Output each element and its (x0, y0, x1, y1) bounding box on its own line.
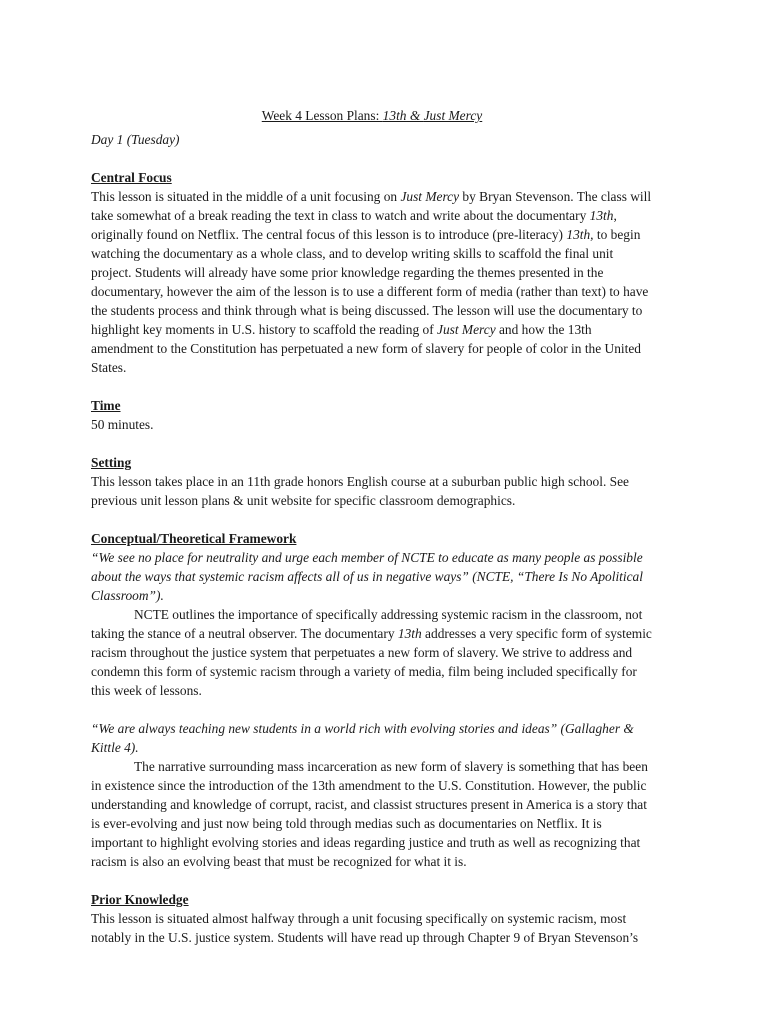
fw-text-2: addresses a very specific form of systemic racism throughout the justice system that perpetuates a new form of slavery. We strive to address and condemn this form of systemic racism through a variety of media, film being included specifically for this week of lessons. (91, 626, 652, 698)
setting-section (91, 453, 653, 510)
central-focus-heading: Central Focus (91, 170, 172, 185)
central-focus-text (91, 187, 653, 377)
cf-film-title-2: 13th, (566, 227, 594, 242)
framework-section (91, 529, 653, 871)
cf-text-5: and how the 13th amendment to the Constitution has perpetuated a new form of slavery for people of color in the United States. (91, 322, 641, 375)
framework-quote-gallagher: “We are always teaching new students in a world rich with evolving stories and ideas” (Gallagher & Kittle 4). (91, 721, 634, 755)
framework-quote-ncte: “We see no place for neutrality and urge each member of NCTE to educate as many people as possible about the ways that systemic racism affects all of us in negative ways” (NCTE, “There Is No Apolitical Classroom”). (91, 550, 643, 603)
title-amp: & (406, 108, 424, 123)
title-film: 13th (382, 108, 407, 123)
prior-knowledge-heading: Prior Knowledge (91, 892, 189, 907)
setting-heading: Setting (91, 455, 132, 470)
spacer (91, 700, 653, 719)
time-value: 50 minutes. (91, 417, 154, 432)
framework-heading: Conceptual/Theoretical Framework (91, 531, 297, 546)
cf-film-title: 13th (589, 208, 614, 223)
time-heading: Time (91, 398, 121, 413)
cf-text-1: This lesson is situated in the middle of a unit focusing on (91, 189, 401, 204)
prior-knowledge-section (91, 890, 653, 947)
cf-text-3: , originally found on Netflix. The central focus of this lesson is to introduce (pre-literacy) (91, 208, 617, 242)
cf-text-4: to begin watching the documentary as a whole class, and to develop writing skills to scaffold the final unit project. Students will already have some prior knowledge regarding the themes presented in the documentary, however the aim of the lesson is to use a different form of media (rather than text) to have the students process and think through what is being discussed. The lesson will use the documentary to highlight key moments in U.S. history to scaffold the reading of (91, 227, 649, 337)
title-book: Just Mercy (423, 108, 483, 123)
fw-text-1: NCTE outlines the importance of specifically addressing systemic racism in the classroom, not taking the stance of a neutral observer. The documentary (91, 607, 643, 641)
cf-book-title-2: Just Mercy (437, 322, 496, 337)
cf-text-2: by Bryan Stevenson. The class will take somewhat of a break reading the text in class to watch and write about the documentary (91, 189, 652, 223)
page-title (91, 106, 653, 125)
framework-paragraph-2: The narrative surrounding mass incarceration as new form of slavery is something that has been in existence since the introduction of the 13th amendment to the U.S. Constitution. However, the public understanding and knowledge of corrupt, racist, and classist structures present in America is a story that is ever-evolving and just now being told through medias such as documentaries on Netflix. It is important to highlight evolving stories and ideas regarding justice and truth as well as recognizing that racism is also an evolving beast that must be recognized for what it is. (91, 759, 648, 869)
prior-knowledge-text: This lesson is situated almost halfway through a unit focusing specifically on systemic racism, most notably in the U.S. justice system. Students will have read up through Chapter 9 of Bryan Stevenson’s (91, 911, 639, 945)
title-prefix: Week 4 Lesson Plans: (261, 108, 383, 123)
central-focus-section (91, 168, 653, 377)
day-label: Day 1 (Tuesday) (91, 132, 180, 147)
setting-text: This lesson takes place in an 11th grade honors English course at a suburban public high school. See previous unit lesson plans & unit website for specific classroom demographics. (91, 474, 629, 508)
document-page (91, 106, 653, 966)
framework-paragraph-1 (91, 605, 653, 700)
time-section (91, 396, 653, 434)
fw-film-title: 13th (397, 626, 422, 641)
cf-book-title: Just Mercy (400, 189, 460, 204)
